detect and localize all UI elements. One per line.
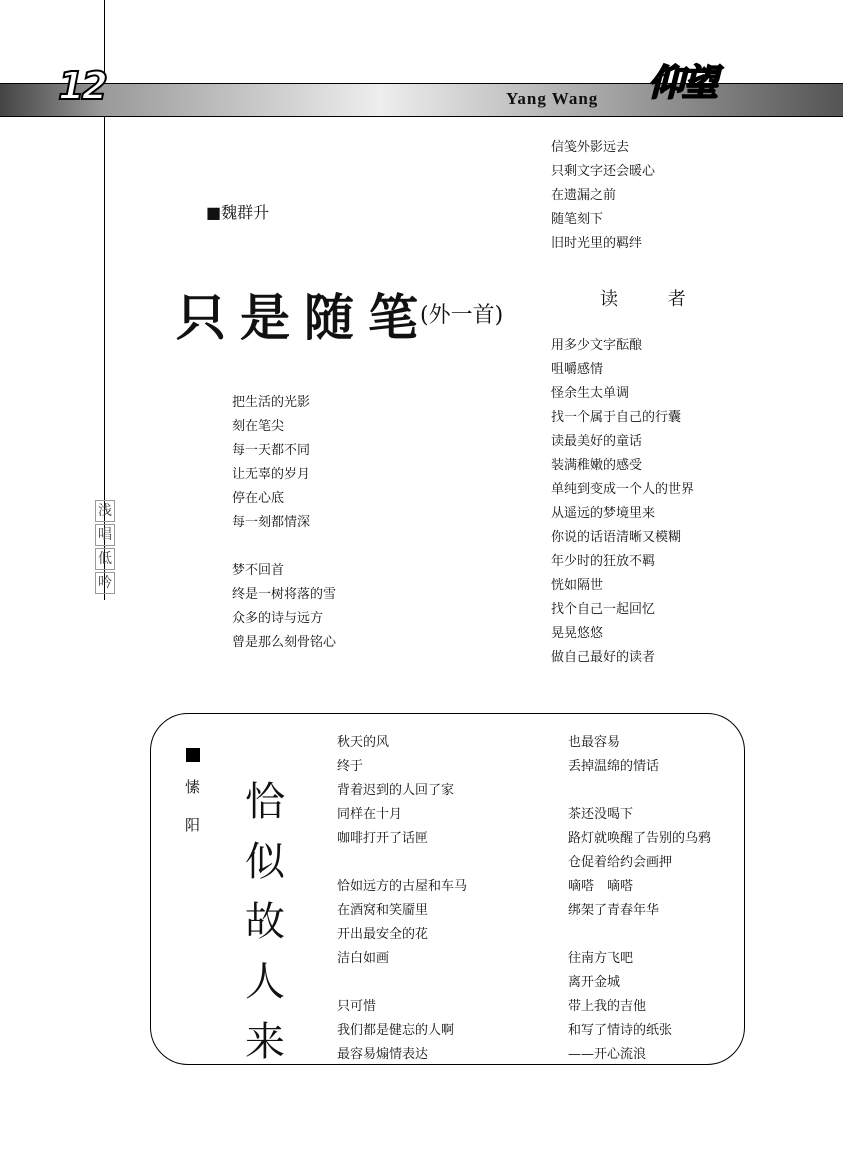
poem3-title: 恰似故人来: [245, 779, 285, 1065]
poem-line: 我们都是健忘的人啊: [337, 1023, 455, 1038]
poem-line: 带上我的吉他: [568, 999, 647, 1014]
poem-line: 最容易煽情表达: [337, 1047, 429, 1062]
poem1-title: 只是随笔: [176, 289, 432, 347]
header-banner: [0, 83, 843, 117]
magazine-title: 仰望: [648, 63, 717, 104]
poem-line: 绑架了青春年华: [568, 903, 660, 918]
poem-line: 也最容易: [568, 735, 621, 750]
poem-line: 做自己最好的读者: [551, 650, 656, 665]
poem-line: 找一个属于自己的行囊: [551, 410, 682, 425]
poem-line: 每一刻都情深: [232, 515, 311, 530]
poem-line: 终是一树将落的雪: [232, 587, 337, 602]
poem-line: ——开心流浪: [568, 1047, 647, 1062]
poem-line: [337, 971, 467, 995]
poem-line: 从遥远的梦境里来: [551, 506, 656, 521]
poem-line: 恍如隔世: [551, 578, 604, 593]
poem-line: 读最美好的童话: [551, 434, 643, 449]
poem3-column-1: [337, 731, 467, 1067]
poem-line: 随笔刻下: [551, 212, 604, 227]
page-number: 12: [58, 64, 105, 108]
poem-line: 仓促着给约会画押: [568, 855, 673, 870]
column-tag-char: 唱: [95, 524, 115, 546]
poem-line: 单纯到变成一个人的世界: [551, 482, 695, 497]
poem-line: 在遗漏之前: [551, 188, 617, 203]
poem-line: 每一天都不同: [232, 443, 311, 458]
column-tag-char: 吟: [95, 572, 115, 594]
column-tag: [95, 500, 115, 596]
poem-line: 停在心底: [232, 491, 285, 506]
poem-line: 秋天的风: [337, 735, 390, 750]
poem-line: 咖啡打开了话匣: [337, 831, 429, 846]
poem-line: [568, 779, 711, 803]
poem-line: 把生活的光影: [232, 395, 311, 410]
poem-line: 离开金城: [568, 975, 621, 990]
poem2-title: 读 者: [600, 289, 708, 310]
poem-line: 只可惜: [337, 999, 377, 1014]
poem-line: 怪余生太单调: [551, 386, 630, 401]
poem-line: [568, 923, 711, 947]
author-marker: [186, 748, 200, 762]
poem-line: 茶还没喝下: [568, 807, 634, 822]
poem-line: 晃晃悠悠: [551, 626, 604, 641]
poem-line: 和写了情诗的纸张: [568, 1023, 673, 1038]
poem-line: 终于: [337, 759, 364, 774]
poem-line: 洁白如画: [337, 951, 390, 966]
poem-line: 曾是那么刻骨铭心: [232, 635, 337, 650]
column-tag-char: 低: [95, 548, 115, 570]
poem-line: 往南方飞吧: [568, 951, 634, 966]
poem-line: 在酒窝和笑靥里: [337, 903, 429, 918]
poem3-author: 愫阳: [185, 778, 201, 834]
poem-line: 路灯就唤醒了告别的乌鸦: [568, 831, 712, 846]
poem-line: 众多的诗与远方: [232, 611, 324, 626]
poem-line: 开出最安全的花: [337, 927, 429, 942]
poem1-title-note: (外一首): [420, 303, 504, 328]
poem-line: 咀嚼感情: [551, 362, 604, 377]
poem-line: 丢掉温绵的情话: [568, 759, 660, 774]
poem-line: 信笺外影远去: [551, 140, 630, 155]
poem1-body: [232, 391, 336, 655]
poem1-author: ■魏群升: [206, 203, 270, 222]
poem1-continued: [551, 136, 655, 256]
poem-line: 让无辜的岁月: [232, 467, 311, 482]
magazine-subtitle: Yang Wang: [506, 89, 599, 108]
column-tag-char: 浅: [95, 500, 115, 522]
poem3-column-2: [568, 731, 711, 1067]
poem-line: 刻在笔尖: [232, 419, 285, 434]
poem-line: 背着迟到的人回了家: [337, 783, 455, 798]
poem-line: 你说的话语清晰又模糊: [551, 530, 682, 545]
poem-line: 年少时的狂放不羁: [551, 554, 656, 569]
poem-line: 梦不回首: [232, 563, 285, 578]
poem-line: 装满稚嫩的感受: [551, 458, 643, 473]
poem-line: 恰如远方的古屋和车马: [337, 879, 468, 894]
poem-line: 嘀嗒 嘀嗒: [568, 879, 634, 894]
poem-line: 找个自己一起回忆: [551, 602, 656, 617]
poem-line: 只剩文字还会暖心: [551, 164, 656, 179]
poem2-body: [551, 334, 694, 670]
poem-line: [337, 851, 467, 875]
poem-line: 用多少文字酝酿: [551, 338, 643, 353]
poem-line: 同样在十月: [337, 807, 403, 822]
poem-line: 旧时光里的羁绊: [551, 236, 643, 251]
poem-line: [232, 535, 336, 559]
